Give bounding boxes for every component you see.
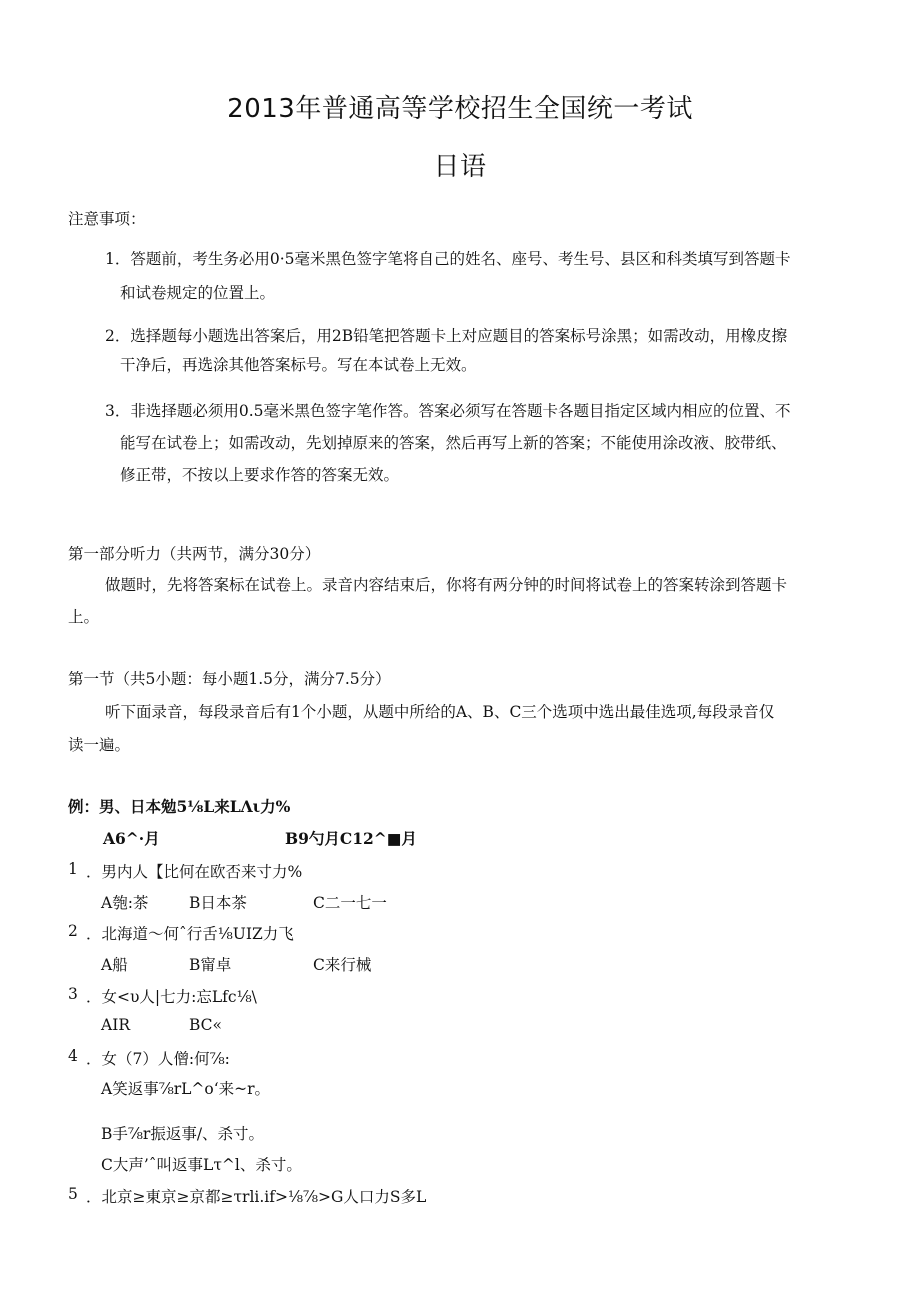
question-text: ．男内人【比何在欧否来寸力% bbox=[86, 863, 303, 881]
question-option: C二一七一 bbox=[313, 894, 387, 912]
notice-heading: 注意事项： bbox=[68, 210, 146, 228]
question-number: 2 bbox=[68, 922, 78, 940]
question-number: 1 bbox=[68, 860, 78, 878]
subject-title: 日语 bbox=[433, 152, 487, 182]
question-text: ．女<υ人|七力:忘Lfc⅛\ bbox=[86, 988, 257, 1006]
question-text: ．北京≥東京≥京都≥τrli.if>⅛⅞>G人口力S多L bbox=[86, 1188, 427, 1206]
question-option: C来行械 bbox=[313, 956, 372, 974]
example-question: 例：男、日本勉5⅛L来LΛι力% bbox=[68, 797, 291, 816]
notice-item-2-line-1: 2．选择题每小题选出答案后，用2B铅笔把答题卡上对应题目的答案标号涂黑；如需改动，用橡皮擦 bbox=[105, 327, 788, 345]
exam-title: 2013年普通高等学校招生全国统一考试 bbox=[227, 94, 693, 124]
question-text: ．北海道～何ˆ行舌⅛UIZ力飞 bbox=[86, 925, 294, 943]
question-number: 5 bbox=[68, 1185, 78, 1203]
notice-item-1-line-1: 1．答题前，考生务必用0·5毫米黑色签字笔将自己的姓名、座号、考生号、县区和科类填写到答题卡 bbox=[105, 250, 791, 268]
question-option: A笑返事⅞rL^o‘来~r。 bbox=[101, 1080, 271, 1098]
section1-heading: 第一节（共5小题：每小题1.5分，满分7.5分） bbox=[68, 670, 391, 688]
section1-instruction-line-1: 听下面录音，每段录音后有1个小题，从题中所给的A、B、C三个选项中选出最佳选项,每段录音仅 bbox=[105, 703, 775, 721]
notice-item-3-line-2: 能写在试卷上；如需改动，先划掉原来的答案，然后再写上新的答案；不能使用涂改液、胶带纸、 bbox=[120, 434, 787, 452]
question-option: A匏:茶 bbox=[101, 894, 149, 912]
question-text: ．女（7）人僧:何⅞: bbox=[86, 1050, 230, 1068]
notice-item-2-line-2: 干净后，再选涂其他答案标号。写在本试卷上无效。 bbox=[120, 356, 477, 374]
example-options-bc: B9勺月C12^■月 bbox=[285, 829, 417, 848]
question-number: 4 bbox=[68, 1047, 78, 1065]
question-option: C大声’ˆ叫返事Lτ^l、杀寸。 bbox=[101, 1156, 302, 1174]
question-option: B甯卓 bbox=[189, 956, 232, 974]
part1-instruction-line-2: 上。 bbox=[68, 608, 100, 626]
notice-item-3-line-1: 3．非选择题必须用0.5毫米黑色签字笔作答。答案必须写在答题卡各题目指定区域内相应的位置、不 bbox=[105, 402, 791, 420]
section1-instruction-line-2: 读一遍。 bbox=[68, 736, 131, 754]
question-option: AIR bbox=[101, 1016, 130, 1034]
question-number: 3 bbox=[68, 985, 78, 1003]
notice-item-3-line-3: 修正带，不按以上要求作答的答案无效。 bbox=[120, 466, 400, 484]
part1-instruction-line-1: 做题时，先将答案标在试卷上。录音内容结束后，你将有两分钟的时间将试卷上的答案转涂到答题卡 bbox=[105, 576, 788, 594]
question-option: B手⅞r振返事/、杀寸。 bbox=[101, 1125, 265, 1143]
example-option-a: A6^·月 bbox=[103, 829, 160, 848]
notice-item-1-line-2: 和试卷规定的位置上。 bbox=[120, 284, 276, 302]
question-option: B日本茶 bbox=[189, 894, 247, 912]
part1-heading: 第一部分听力（共两节，满分30分） bbox=[68, 545, 321, 563]
question-option: A船 bbox=[101, 956, 128, 974]
question-option: BC« bbox=[189, 1016, 223, 1034]
